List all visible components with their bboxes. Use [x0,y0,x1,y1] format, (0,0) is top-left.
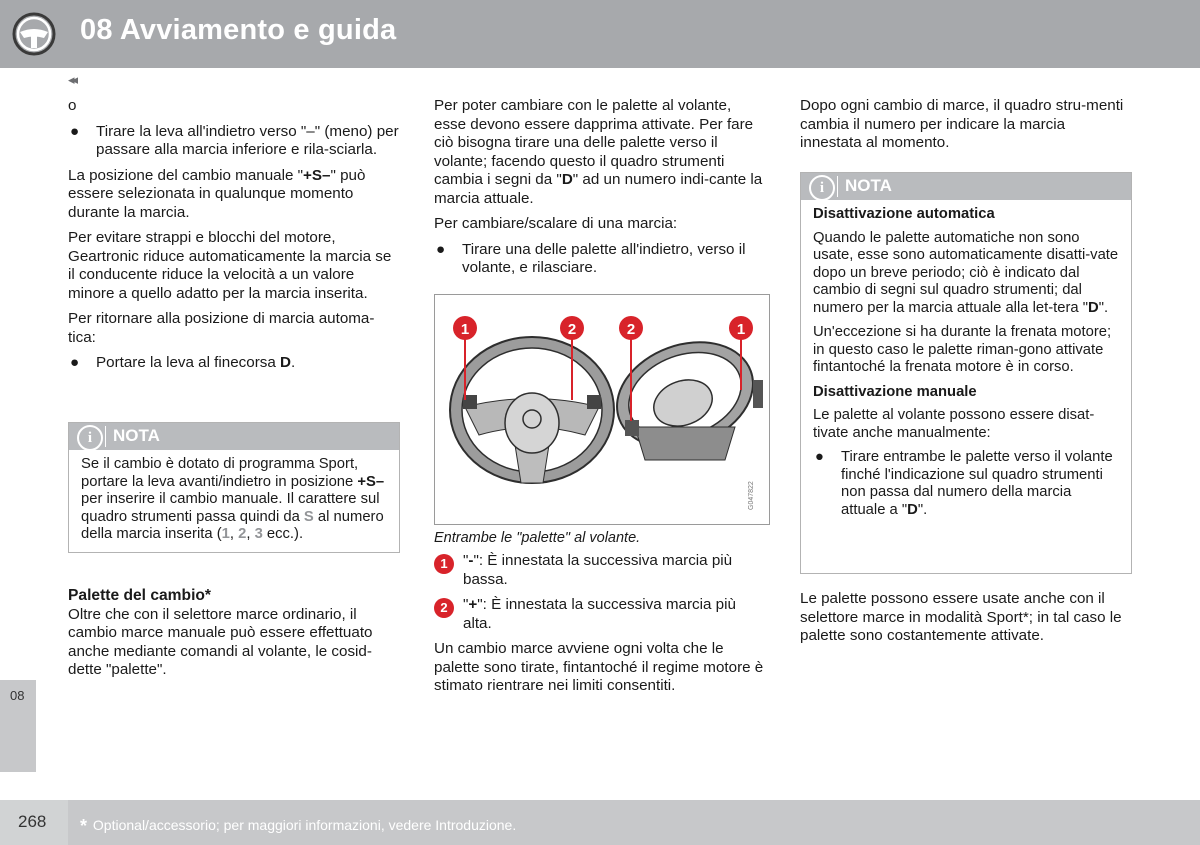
column-1-lower [68,587,400,687]
note-box-sport [68,422,400,553]
or-text: o [68,97,77,114]
callout-number-2: 2 [434,598,454,618]
svg-text:1: 1 [460,321,470,338]
info-icon: i [809,175,835,201]
callout-1-left [453,316,477,340]
bullet-icon: ● [70,354,80,371]
bullet-item: ● Tirare entrambe le palette verso il volante finché l'indicazione sul quadro strumenti non passa dal numero della marcia attuale a "D". [815,449,1113,518]
paragraph: Oltre che con il selettore marce ordinario, il cambio marce manuale può essere effettuato anche mediante comandi al volante, le cosid-dette "palette". [68,605,373,678]
section-heading: Palette del cambio* [68,587,211,604]
chapter-title: 08 Avviamento e guida [80,14,397,46]
bullet-item [68,123,400,160]
callout-number-1: 1 [434,554,454,574]
paragraph: Quando le palette automatiche non sono usate, esse sono automaticamente disatti-vate dopo un breve periodo; ciò è indicato dal cambio di segni sul quadro strumenti; dal numero per la marcia attuale alla let-tera "D". [813,229,1119,316]
page-number-box [0,800,68,845]
callout-2-right [619,316,643,340]
svg-text:2: 2 [567,321,577,338]
note-subheading: Disattivazione automatica [813,206,995,222]
note-label: NOTA [113,426,160,445]
chapter-side-tab[interactable] [0,680,36,772]
bullet-item: ● Portare la leva al finecorsa D. [70,354,296,371]
svg-text:2: 2 [626,321,636,338]
note-text [801,200,1131,534]
figure-code: G047822 [748,481,755,510]
bullet-icon: ● [436,240,446,258]
chapter-side-tab-label: 08 [10,688,25,703]
paragraph: Dopo ogni cambio di marce, il quadro stru-menti cambia il numero per indicare la marcia innestata al momento. [800,97,1124,151]
steering-wheel-icon [0,0,68,68]
svg-text:1: 1 [736,321,746,338]
paragraph: Un cambio marce avviene ogni volta che le palette sono tirate, fintantoché il regime motore è stimato rientrare nei limiti consentiti. [434,640,764,694]
note-subheading: Disattivazione manuale [813,383,977,400]
column-1 [68,97,400,380]
note-header [69,423,399,450]
note-label: NOTA [845,176,892,195]
paragraph: Le palette al volante possono essere disat-tivate anche manualmente: [813,407,1095,441]
note-box-deactivation [800,172,1132,574]
chapter-header [0,0,1200,68]
column-2-lower [434,552,764,703]
figure-caption: Entrambe le "palette" al volante. [434,530,641,546]
footnote-star: * [80,816,88,836]
bullet-text: Tirare la leva all'indietro verso "–" (meno) per passare alla marcia inferiore e rila-sciarla. [96,122,399,158]
footnote [80,814,516,835]
back-navigation-icon[interactable]: ◂◂ [68,72,76,87]
paragraph: Per cambiare/scalare di una marcia: [434,215,678,232]
legend-item-1: 1 "-": È innestata la successiva marcia più bassa. [434,552,764,589]
bullet-item: ● Tirare una delle palette all'indietro, verso il volante, e rilasciare. [436,240,746,276]
legend-item-2: 2 "+": È innestata la successiva marcia più alta. [434,596,764,633]
paragraph: Per evitare strappi e blocchi del motore, Geartronic riduce automaticamente la marcia se il conducente riduce la velocità a un valore minore a quello adatto per la marcia inserita. [68,229,392,302]
bullet-icon: ● [70,122,80,140]
steering-wheel-illustration [434,294,770,525]
paragraph: La posizione del cambio manuale "+S–" può essere selezionata in qualunque momento durante la marcia. [68,166,366,221]
paragraph: Le palette possono essere usate anche con il selettore marce in modalità Sport*; in tal caso le palette sono costantemente attivate. [800,590,1122,644]
column-3 [800,97,1130,160]
note-text: Se il cambio è dotato di programma Sport, portare la leva avanti/indietro in posizione +S– per inserire il cambio manuale. Il carattere sul quadro strumenti passa quindi da S al numero della marcia inserita (1, 2, 3 ecc.). [81,456,385,542]
paragraph: Per ritornare alla posizione di marcia automa-tica: [68,310,375,346]
page-footer [0,800,1200,845]
column-2 [434,97,764,285]
paragraph: Un'eccezione si ha durante la frenata motore; in questo caso le palette riman-gono attivate fintantoché la frenata motore è in corso. [813,324,1112,375]
note-header [801,173,1131,200]
page-number: 268 [18,812,47,831]
callout-2-left [560,316,584,340]
column-3-lower [800,590,1130,653]
info-icon: i [77,425,103,451]
bullet-icon: ● [815,449,824,465]
callout-1-right [729,316,753,340]
footnote-text: Optional/accessorio; per maggiori informazioni, vedere Introduzione. [92,817,517,833]
paragraph: Per poter cambiare con le palette al volante, esse devono essere dapprima attivate. Per fare ciò bisogna tirare una delle palette verso il volante; facendo questo il quadro strumenti cambia i segni da "D" ad un numero indi-cante la marcia attuale. [434,97,763,207]
